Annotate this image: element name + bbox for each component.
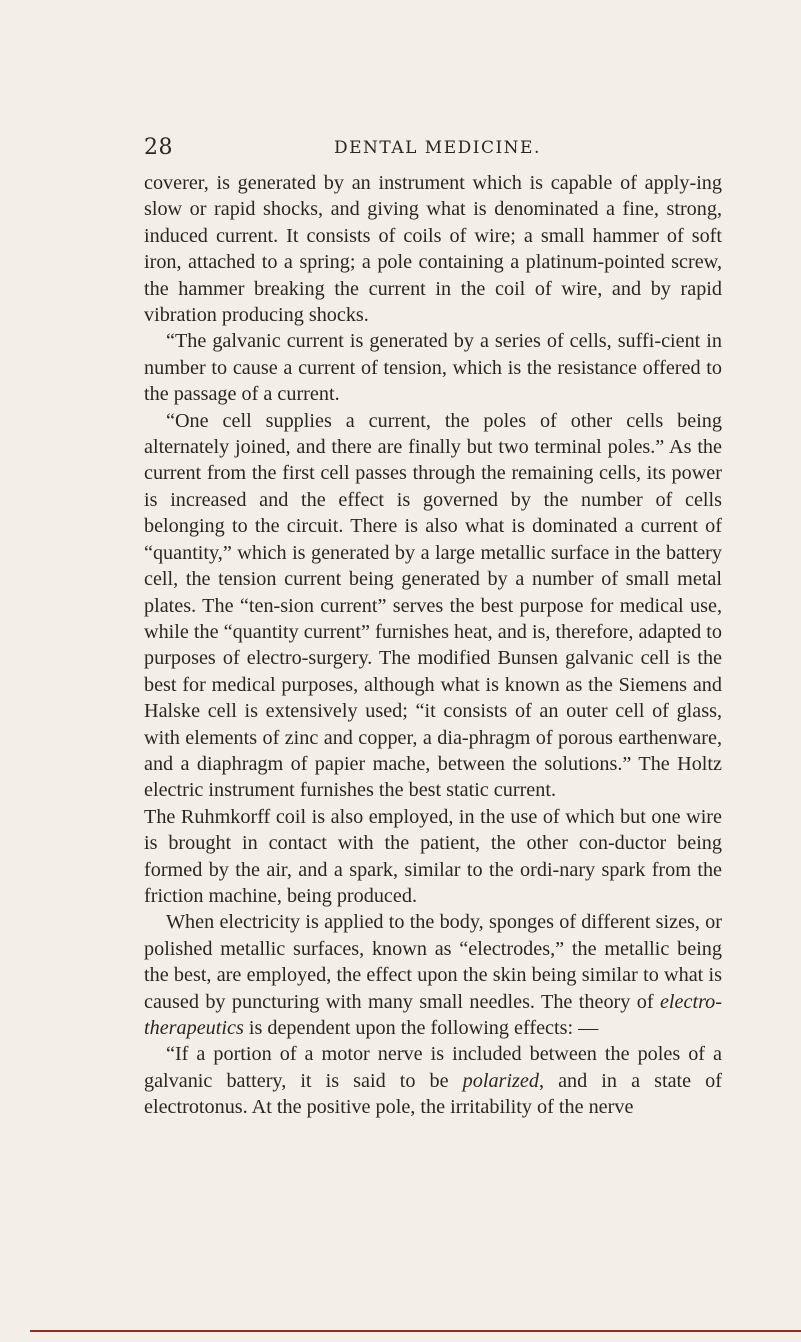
paragraph-6-text-a: “If a portion of a motor nerve is included between the poles of a galvanic battery, it is said to be	[144, 1043, 722, 1092]
paragraph-6	[144, 1041, 722, 1120]
paragraph-4	[144, 804, 722, 910]
paragraph-1	[144, 170, 722, 328]
paragraph-5-text-b: is dependent upon the following effects: —	[243, 1017, 599, 1039]
paragraph-6-text-b: , and in a state of electrotonus. At the positive pole, the irritability of the nerve	[144, 1069, 722, 1119]
paragraph-3-text: “One cell supplies a current, the poles of other cells being alternately joined, and there are finally but two terminal poles.” As the current from the first cell passes through the remaining cells, its power is increased and the effect is governed by the number of cells belonging to the circuit. There is also what is dominated a current of “quantity,” which is generated by a large metallic surface in the battery cell, the tension current being generated by a number of small metal plates. The “ten-sion current” serves the best purpose for medical use, while the “quantity current” furnishes heat, and is, therefore, adapted to purposes of electro-surgery. The modified Bunsen galvanic cell is the best for medical purposes, although what is known as the Siemens and Halske cell is extensively used; “it consists of an outer cell of glass, with elements of zinc and copper, a dia-phragm of porous earthenware, and a diaphragm of papier mache, between the solutions.” The Holtz electric instrument furnishes the best static current.	[144, 409, 722, 802]
page-header	[144, 135, 724, 165]
paragraph-2-text: “The galvanic current is generated by a series of cells, suffi-cient in number to cause a current of tension, which is the resistance offered to the passage of a current.	[144, 330, 722, 406]
body-text	[144, 170, 722, 1121]
paragraph-2	[144, 328, 722, 407]
running-head: DENTAL MEDICINE.	[334, 138, 541, 158]
paragraph-5-text-a: When electricity is applied to the body, sponges of different sizes, or polished metallic surfaces, known as “electrodes,” the metallic being the best, are employed, the effect upon the skin being similar to what is caused by puncturing with many small needles. The theory of	[144, 911, 722, 1013]
paragraph-5-italic-term: electro-therapeutics	[144, 990, 722, 1039]
paragraph-4-text: The Ruhmkorff coil is also employed, in the use of which but one wire is brought in contact with the patient, the other con-ductor being formed by the air, and a spark, similar to the ordi-nary spark from the friction machine, being produced.	[144, 805, 722, 907]
paragraph-5	[144, 909, 722, 1041]
paragraph-3	[144, 408, 722, 804]
bottom-edge-rule	[30, 1330, 801, 1332]
page-number: 28	[144, 135, 173, 160]
paragraph-6-italic-term: polarized	[462, 1069, 539, 1092]
paragraph-1-text: coverer, is generated by an instrument which is capable of apply-ing slow or rapid shocks, and giving what is denominated a fine, strong, induced current. It consists of coils of wire; a small hammer of soft iron, attached to a spring; a pole containing a platinum-pointed screw, the hammer breaking the current in the coil of wire, and by rapid vibration producing shocks.	[144, 172, 722, 327]
